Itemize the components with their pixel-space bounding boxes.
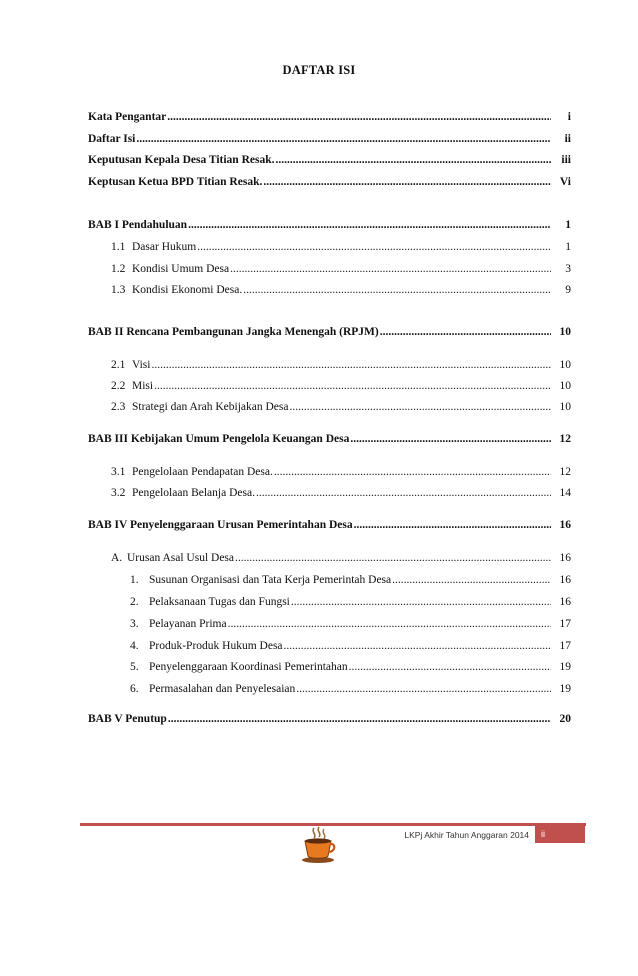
toc-subentry[interactable] xyxy=(130,573,571,587)
toc-label: BAB IV Penyelenggaraan Urusan Pemerintahan Desa xyxy=(88,519,353,531)
toc-chapter[interactable] xyxy=(88,325,571,339)
toc-number: 1.1 xyxy=(111,241,126,253)
dot-leader xyxy=(291,595,551,609)
dot-leader xyxy=(349,660,551,674)
toc-number: 2.1 xyxy=(111,359,126,371)
dot-leader xyxy=(230,262,551,276)
toc-page: 20 xyxy=(559,713,571,725)
toc-subentry[interactable] xyxy=(111,379,571,393)
toc-entry[interactable] xyxy=(88,175,571,189)
toc-number: 2. xyxy=(130,596,139,608)
toc-label: Permasalahan dan Penyelesaian xyxy=(149,683,296,695)
toc-entry[interactable] xyxy=(88,132,571,146)
toc-subentry[interactable] xyxy=(130,660,571,674)
toc-label: Pengelolaan Pendapatan Desa. xyxy=(132,466,273,478)
toc-label: Susunan Organisasi dan Tata Kerja Pemerintah Desa xyxy=(149,574,392,586)
dot-leader xyxy=(151,358,551,372)
toc-subentry[interactable] xyxy=(111,262,571,276)
toc-label: Keputusan Kepala Desa Titian Resak. xyxy=(88,154,275,166)
toc-page: 16 xyxy=(559,596,571,608)
toc-label: BAB I Pendahuluan xyxy=(88,219,188,231)
toc-subentry[interactable] xyxy=(111,240,571,254)
toc-subentry[interactable] xyxy=(111,465,571,479)
toc-label: Pelayanan Prima xyxy=(149,618,227,630)
coffee-cup-icon xyxy=(298,826,338,864)
toc-number: 4. xyxy=(130,640,139,652)
toc-number: 5. xyxy=(130,661,139,673)
toc-subentry[interactable] xyxy=(111,283,571,297)
dot-leader xyxy=(197,240,551,254)
toc-label: Dasar Hukum xyxy=(132,241,197,253)
toc-number: 2.2 xyxy=(111,380,126,392)
toc-number: A. xyxy=(111,552,123,564)
toc-page: 19 xyxy=(559,661,571,673)
toc-page: 16 xyxy=(559,519,571,531)
toc-page: 3 xyxy=(565,263,571,275)
toc-chapter[interactable] xyxy=(88,518,571,532)
dot-leader xyxy=(154,379,551,393)
toc-subentry[interactable] xyxy=(111,400,571,414)
toc-page: 12 xyxy=(559,433,571,445)
toc-number: 6. xyxy=(130,683,139,695)
toc-subentry[interactable] xyxy=(130,595,571,609)
dot-leader xyxy=(276,153,552,167)
toc-number: 1.3 xyxy=(111,284,126,296)
dot-leader xyxy=(243,283,551,297)
toc-number: 3.1 xyxy=(111,466,126,478)
toc-page: 17 xyxy=(559,640,571,652)
toc-page: ii xyxy=(564,133,571,145)
dot-leader xyxy=(167,110,551,124)
toc-label: Daftar Isi xyxy=(88,133,136,145)
toc-page: 12 xyxy=(559,466,571,478)
toc-label: Visi xyxy=(132,359,151,371)
toc-label: Penyelenggaraan Koordinasi Pemerintahan xyxy=(149,661,348,673)
toc-entry[interactable] xyxy=(88,153,571,167)
toc-chapter[interactable] xyxy=(88,712,571,726)
dot-leader xyxy=(263,175,551,189)
toc-page: 10 xyxy=(559,326,571,338)
dot-leader xyxy=(350,432,551,446)
page-title: DAFTAR ISI xyxy=(282,63,356,77)
dot-leader xyxy=(380,325,551,339)
toc-page: 10 xyxy=(559,401,571,413)
toc-page: 16 xyxy=(559,552,571,564)
toc-label: Kondisi Ekonomi Desa. xyxy=(132,284,243,296)
toc-page: 9 xyxy=(565,284,571,296)
toc-subentry[interactable] xyxy=(130,639,571,653)
toc-number: 3. xyxy=(130,618,139,630)
toc-page: 19 xyxy=(559,683,571,695)
toc-label: BAB III Kebijakan Umum Pengelola Keuangan Desa xyxy=(88,433,350,445)
toc-number: 1.2 xyxy=(111,263,126,275)
toc-subentry[interactable] xyxy=(130,682,571,696)
dot-leader xyxy=(136,132,551,146)
toc-label: Pengelolaan Belanja Desa. xyxy=(132,487,255,499)
toc-label: BAB II Rencana Pembangunan Jangka Menengah (RPJM) xyxy=(88,326,379,338)
toc-page: 1 xyxy=(565,241,571,253)
dot-leader xyxy=(235,551,551,565)
toc-label: Produk-Produk Hukum Desa xyxy=(149,640,283,652)
toc-page: iii xyxy=(561,154,571,166)
toc-page: i xyxy=(567,111,571,123)
toc-page: Vi xyxy=(559,176,571,188)
toc-page: 16 xyxy=(559,574,571,586)
toc-subentry[interactable] xyxy=(111,358,571,372)
toc-page: 10 xyxy=(559,359,571,371)
dot-leader xyxy=(228,617,551,631)
toc-label: Kondisi Umum Desa xyxy=(132,263,230,275)
dot-leader xyxy=(274,465,551,479)
dot-leader xyxy=(168,712,551,726)
toc-section[interactable] xyxy=(111,551,571,565)
toc-chapter[interactable] xyxy=(88,218,571,232)
toc-page: 17 xyxy=(559,618,571,630)
toc-number: 1. xyxy=(130,574,139,586)
toc-label: Pelaksanaan Tugas dan Fungsi xyxy=(149,596,290,608)
toc-chapter[interactable] xyxy=(88,432,571,446)
toc-page: 1 xyxy=(565,219,571,231)
dot-leader xyxy=(392,573,551,587)
toc-label: Strategi dan Arah Kebijakan Desa xyxy=(132,401,289,413)
toc-number: 3.2 xyxy=(111,487,126,499)
dot-leader xyxy=(188,218,551,232)
dot-leader xyxy=(284,639,551,653)
toc-entry[interactable] xyxy=(88,110,571,124)
footer-page-number: ii xyxy=(535,826,585,843)
toc-number: 2.3 xyxy=(111,401,126,413)
dot-leader xyxy=(256,486,551,500)
toc-label: Keptusan Ketua BPD Titian Resak. xyxy=(88,176,263,188)
footer-text: LKPj Akhir Tahun Anggaran 2014 xyxy=(404,830,529,840)
toc-page: 10 xyxy=(559,380,571,392)
dot-leader xyxy=(289,400,551,414)
toc-label: Misi xyxy=(132,380,154,392)
dot-leader xyxy=(296,682,551,696)
dot-leader xyxy=(354,518,551,532)
toc-label: Urusan Asal Usul Desa xyxy=(127,552,234,564)
toc-subentry[interactable] xyxy=(130,617,571,631)
toc-subentry[interactable] xyxy=(111,486,571,500)
toc-page: 14 xyxy=(559,487,571,499)
toc-label: BAB V Penutup xyxy=(88,713,167,725)
toc-label: Kata Pengantar xyxy=(88,111,167,123)
